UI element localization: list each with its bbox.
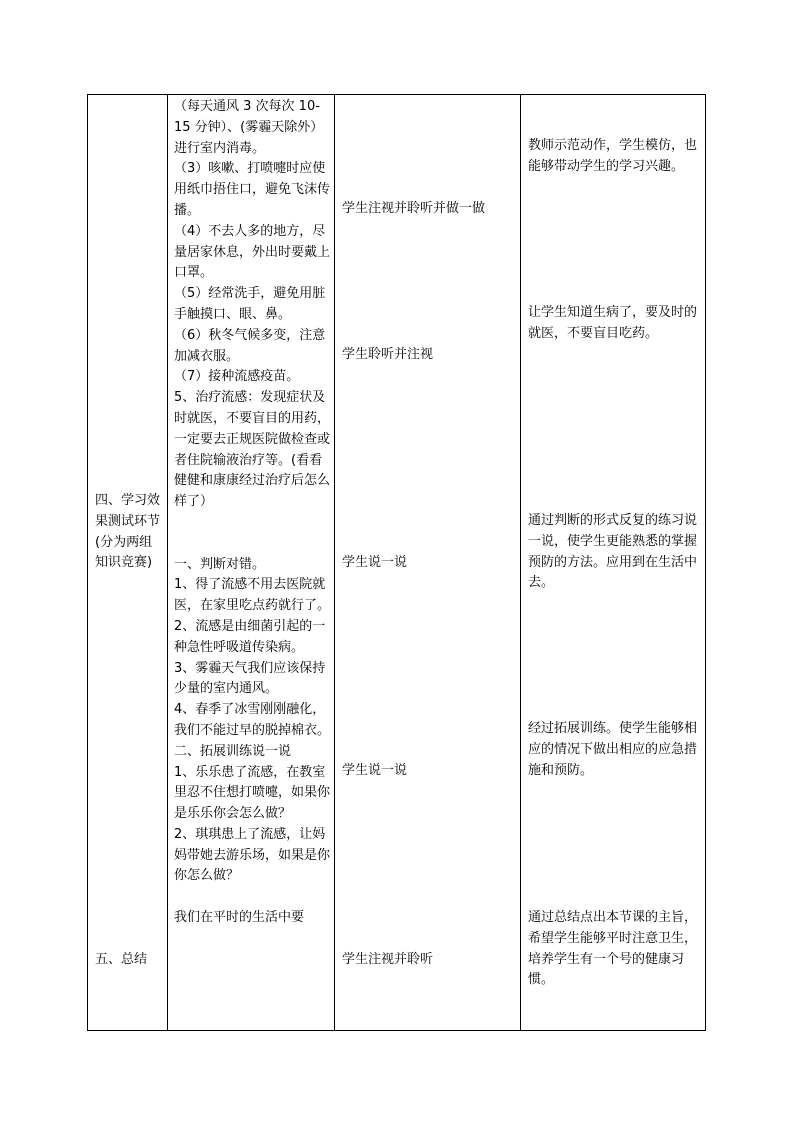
student-activity: 学生说一说: [342, 555, 408, 570]
content-line: （5）经常洗手，避免用脏手触摸口、眼、鼻。: [174, 286, 326, 322]
purpose-text: 教师示范动作，学生模仿，也能够带动学生的学习兴趣。: [528, 138, 698, 174]
content-line: 2、流感是由细菌引起的一种急性呼吸道传染病。: [174, 618, 326, 655]
teaching-content: [174, 97, 332, 929]
content-line: 5、治疗流感：发现症状及时就医，不要盲目的用药，一定要去正规医院做检查或者住院输液治疗等。(看看健健和康康经过治疗后怎么样了）: [174, 390, 331, 510]
design-purpose: [528, 136, 700, 178]
stage-label-text: 四、学习效果测试环节(分为两组知识竞赛): [95, 493, 161, 571]
student-activity: 学生注视并聆听: [342, 952, 434, 967]
content-line: 4、春季了冰雪刚刚融化，我们不能过早的脱掉棉衣。: [174, 702, 331, 738]
student-activity: 学生聆听并注视: [342, 347, 434, 362]
stage-label-text: 五、总结: [95, 952, 148, 967]
content-line: （7）接种流感疫苗。: [174, 369, 300, 385]
spacer: [174, 887, 332, 908]
purpose-text: 经过拓展训练。使学生能够相应的情况下做出相应的应急措施和预防。: [528, 721, 698, 778]
content-line: （3）咳嗽、打喷嚏时应使用纸巾捂住口，避免飞沫传播。: [174, 161, 331, 218]
content-line: （4）不去人多的地方，尽量居家休息，外出时要戴上口罩。: [174, 223, 331, 281]
content-line: 我们在平时的生活中要: [174, 910, 305, 926]
content-line: 一、判断对错。: [174, 556, 266, 572]
content-line: 3、雾霾天气我们应该保持少量的室内通风。: [174, 660, 326, 697]
content-line: （6）秋冬气候多变，注意加减衣服。: [174, 327, 326, 364]
design-purpose: [528, 719, 700, 781]
stage-label-test: [95, 491, 165, 574]
column-divider: [167, 95, 168, 1030]
design-purpose: [528, 303, 700, 345]
content-line: 1、乐乐患了流感，在教室里忍不住想打喷嚏，如果你是乐乐你会怎么做？: [174, 764, 331, 822]
content-line: 2、琪琪患上了流感，让妈妈带她去游乐场，如果是你你怎么做？: [174, 826, 331, 884]
column-divider: [334, 95, 335, 1030]
lesson-plan-table: [87, 94, 706, 1031]
content-line: （每天通风 3 次每次 10-15 分钟）、(雾霾天除外）进行室内消毒。: [174, 99, 324, 156]
student-activity: 学生注视并聆听并做一做: [342, 201, 486, 216]
spacer: [174, 534, 332, 555]
spacer: [174, 513, 332, 534]
purpose-text: 通过总结点出本节课的主旨，希望学生能够平时注意卫生，培养学生有一个号的健康习惯。: [528, 910, 698, 988]
design-purpose: [528, 908, 700, 991]
content-line: 二、拓展训练说一说: [174, 743, 292, 759]
purpose-text: 通过判断的形式反复的练习说一说，使学生更能熟悉的掌握预防的方法。应用到在生活中去。: [528, 513, 698, 591]
column-divider: [520, 95, 521, 1030]
design-purpose: [528, 511, 700, 594]
stage-label-summary: [95, 950, 165, 971]
student-activity: 学生说一说: [342, 763, 408, 778]
content-line: 1、得了流感不用去医院就医，在家里吃点药就行了。: [174, 577, 331, 614]
purpose-text: 让学生知道生病了，要及时的就医，不要盲目吃药。: [528, 305, 698, 341]
